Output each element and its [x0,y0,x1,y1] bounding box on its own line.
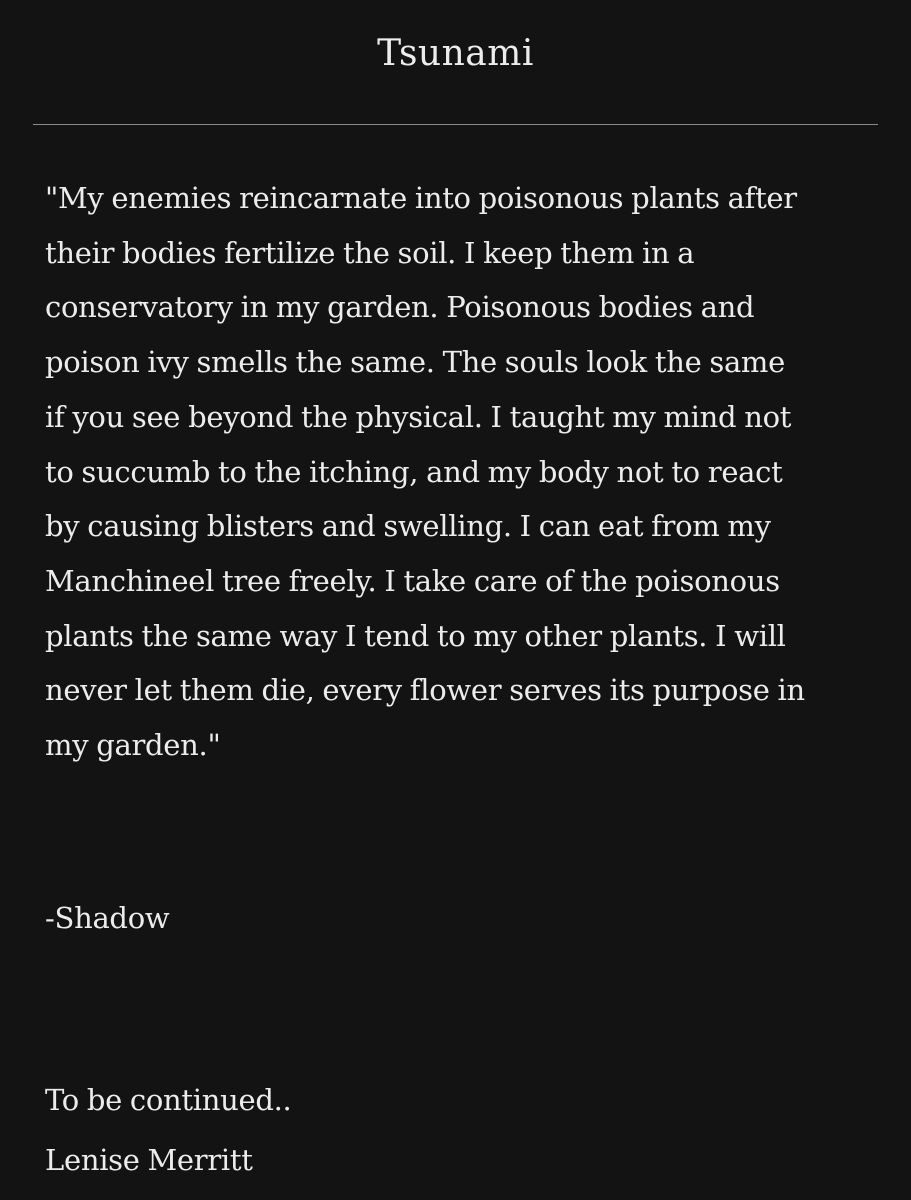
quote-line: if you see beyond the physical. I taught my mind not [45,399,792,434]
quote-line: Manchineel tree freely. I take care of the poisonous [45,563,780,598]
quote-line: their bodies fertilize the soil. I keep them in a [45,235,695,270]
quote-attribution: -Shadow [45,901,170,935]
quote-line: plants the same way I tend to my other plants. I will [45,618,786,653]
title-divider [33,124,878,125]
quote-paragraph [45,171,875,773]
quote-line: my garden." [45,728,221,763]
quote-line: by causing blisters and swelling. I can eat from my [45,509,771,544]
quote-line: "My enemies reincarnate into poisonous plants after [45,181,797,215]
quote-line: to succumb to the itching, and my body not to react [45,454,783,489]
continued-note: To be continued.. [45,1083,292,1117]
quote-line: never let them die, every flower serves its purpose in [45,673,805,708]
quote-line: conservatory in my garden. Poisonous bodies and [45,290,755,325]
author-name: Lenise Merritt [45,1143,253,1177]
page-title: Tsunami [377,33,534,74]
quote-line: poison ivy smells the same. The souls look the same [45,345,785,380]
